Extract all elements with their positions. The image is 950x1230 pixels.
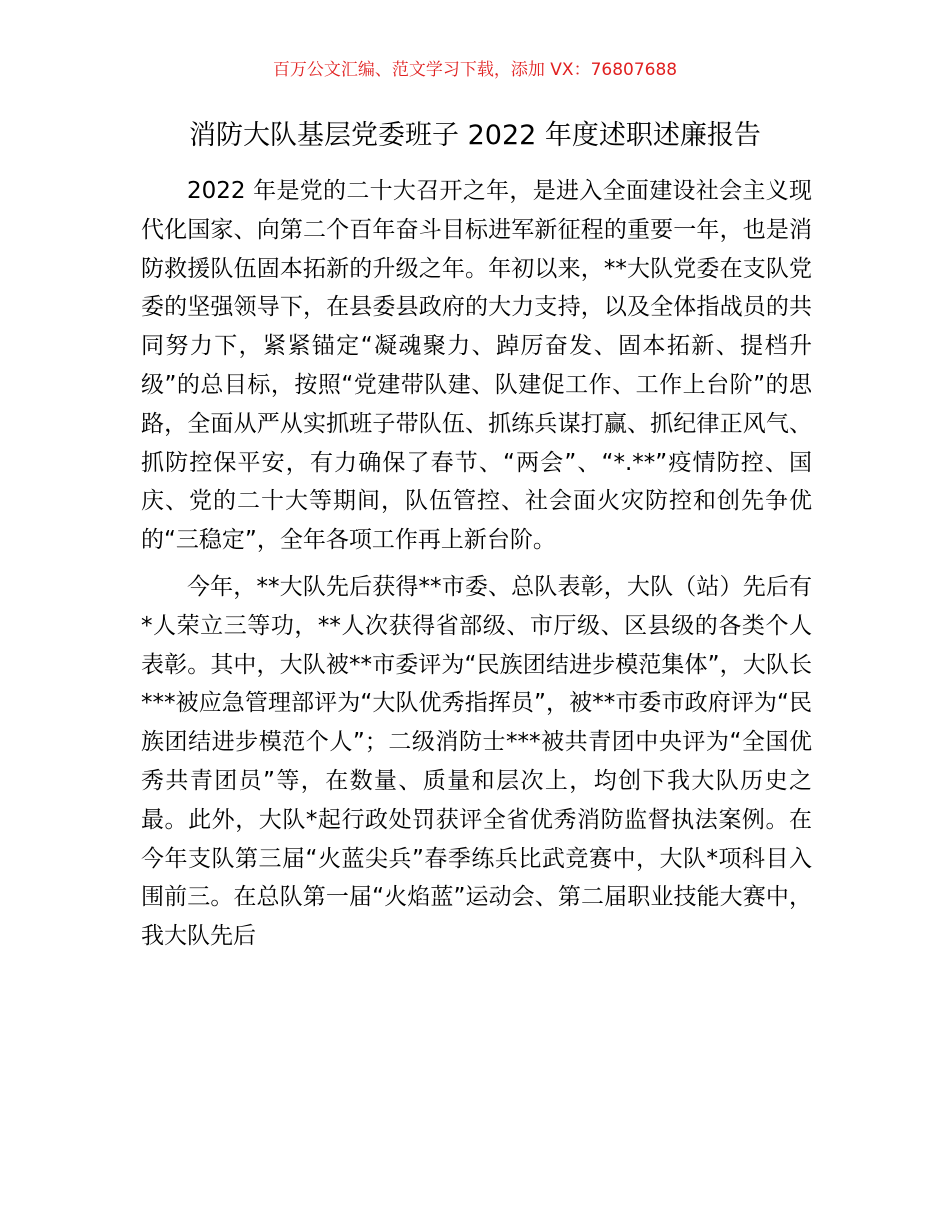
document-body bbox=[141, 172, 812, 956]
document-title: 消防大队基层党委班子 2022 年度述职述廉报告 bbox=[189, 120, 761, 151]
paragraph-1: 2022 年是党的二十大召开之年，是进入全面建设社会主义现代化国家、向第二个百年奋斗目标进军新征程的重要一年，也是消防救援队伍固本拓新的升级之年。年初以来，**大队党委在支队党委的坚强领导下，在县委县政府的大力支持，以及全体指战员的共同努力下，紧紧锚定“凝魂聚力、踔厉奋发、固本拓新、提档升级”的总目标，按照“党建带队建、队建促工作、工作上台阶”的思路，全面从严从实抓班子带队伍、抓练兵谋打赢、抓纪律正风气、抓防控保平安，有力确保了春节、“两会”、“*.**”疫情防控、国庆、党的二十大等期间，队伍管控、社会面火灾防控和创先争优的“三稳定”，全年各项工作再上新台阶。 bbox=[141, 178, 812, 554]
watermark-header: 百万公文汇编、范文学习下载，添加 VX：76807688 bbox=[272, 60, 678, 80]
paragraph-2: 今年，**大队先后获得**市委、总队表彰，大队（站）先后有*人荣立三等功，**人次获得省部级、市厅级、区县级的各类个人表彰。其中，大队被**市委评为“民族团结进步模范集体”，大队长***被应急管理部评为“大队优秀指挥员”，被**市委市政府评为“民族团结进步模范个人”；二级消防士***被共青团中央评为“全国优秀共青团员”等，在数量、质量和层次上，均创下我大队历史之最。此外，大队*起行政处罚获评全省优秀消防监督执法案例。在今年支队第三届“火蓝尖兵”春季练兵比武竞赛中，大队*项科目入围前三。在总队第一届“火焰蓝”运动会、第二届职业技能大赛中，我大队先后 bbox=[141, 573, 812, 950]
